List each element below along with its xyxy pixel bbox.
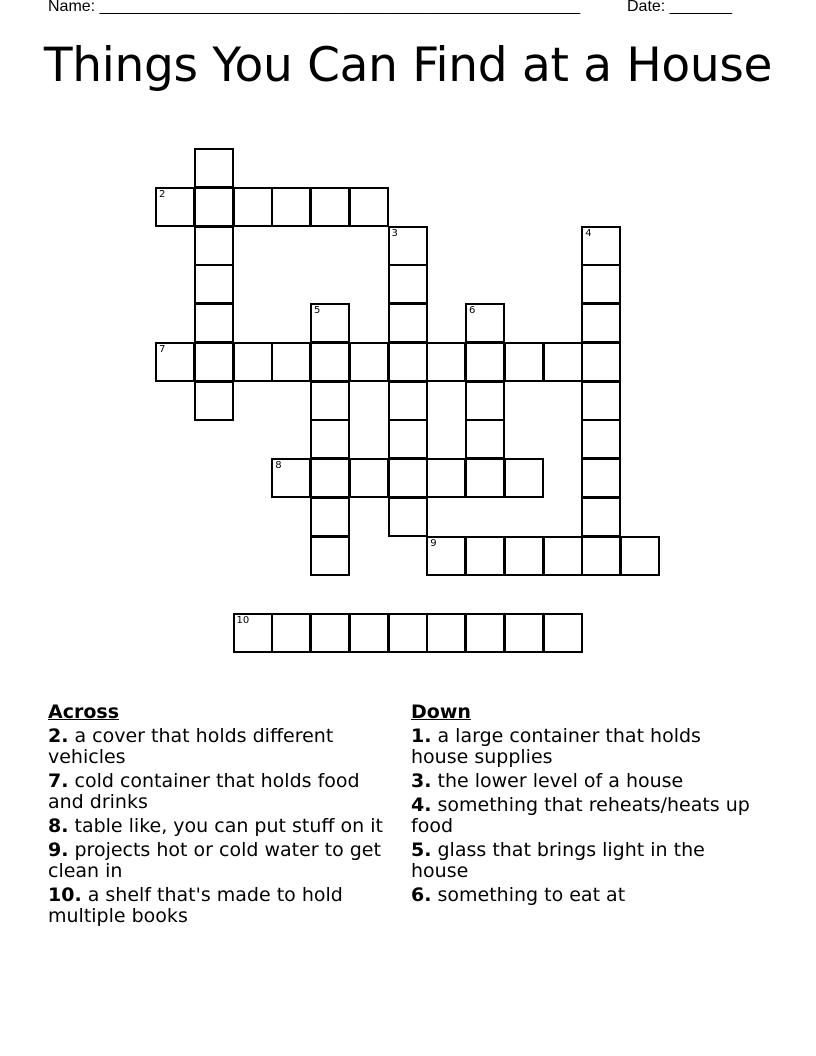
- clue-number: 2.: [48, 725, 69, 747]
- grid-cell[interactable]: [465, 458, 505, 498]
- clue-number: 7.: [48, 770, 69, 792]
- grid-cell[interactable]: [349, 342, 389, 382]
- clue-number: 1.: [411, 725, 432, 747]
- grid-cell[interactable]: [504, 536, 544, 576]
- grid-cell[interactable]: [349, 613, 389, 653]
- clue-number: 4: [585, 227, 592, 239]
- grid-cell[interactable]: [233, 342, 273, 382]
- grid-cell[interactable]: [543, 536, 583, 576]
- down-clues: [411, 702, 756, 909]
- clue-text: table like, you can put stuff on it: [68, 815, 383, 837]
- grid-cell[interactable]: [504, 342, 544, 382]
- grid-cell[interactable]: [310, 497, 350, 537]
- clue-text: glass that brings light in the house: [411, 839, 705, 882]
- puzzle-title: Things You Can Find at a House: [43, 38, 773, 93]
- clue-number: 10.: [48, 884, 82, 906]
- grid-cell[interactable]: [581, 264, 621, 304]
- grid-cell[interactable]: [426, 342, 466, 382]
- down-clue: [411, 771, 756, 792]
- down-clue: [411, 885, 756, 906]
- grid-cell[interactable]: [349, 187, 389, 227]
- grid-cell[interactable]: [194, 342, 234, 382]
- grid-cell[interactable]: [310, 419, 350, 459]
- clue-number: 3.: [411, 770, 432, 792]
- clue-text: a shelf that's made to hold multiple books: [48, 884, 343, 927]
- clue-text: the lower level of a house: [431, 770, 684, 792]
- grid-cell[interactable]: [310, 458, 350, 498]
- clue-number: 2: [159, 188, 166, 200]
- grid-cell[interactable]: [310, 187, 350, 227]
- down-clue: [411, 795, 756, 837]
- across-clue: [48, 840, 393, 882]
- grid-cell[interactable]: [310, 613, 350, 653]
- grid-cell[interactable]: [465, 536, 505, 576]
- across-clues: [48, 702, 393, 930]
- clue-number: 9: [430, 537, 437, 549]
- grid-cell[interactable]: [465, 342, 505, 382]
- grid-cell[interactable]: [620, 536, 660, 576]
- clue-number: 6: [469, 305, 476, 316]
- across-clue: [48, 885, 393, 927]
- grid-cell[interactable]: [155, 342, 195, 382]
- grid-cell[interactable]: [388, 613, 428, 653]
- clue-text: something that reheats/heats up food: [411, 794, 750, 837]
- grid-cell[interactable]: [271, 613, 311, 653]
- grid-cell[interactable]: [388, 497, 428, 537]
- grid-cell[interactable]: [465, 419, 505, 459]
- grid-cell[interactable]: [581, 458, 621, 498]
- grid-cell[interactable]: [581, 536, 621, 576]
- grid-cell[interactable]: [388, 381, 428, 421]
- grid-cell[interactable]: [194, 148, 234, 188]
- grid-cell[interactable]: [465, 303, 505, 343]
- grid-cell[interactable]: [155, 187, 195, 227]
- clue-number: 10: [236, 615, 250, 626]
- grid-cell[interactable]: [194, 381, 234, 421]
- clue-text: something to eat at: [431, 884, 626, 906]
- grid-cell[interactable]: [581, 381, 621, 421]
- down-clue-list: [411, 726, 756, 906]
- grid-cell[interactable]: [426, 536, 466, 576]
- grid-cell[interactable]: [388, 342, 428, 382]
- grid-cell[interactable]: [194, 264, 234, 304]
- grid-cell[interactable]: [504, 458, 544, 498]
- grid-cell[interactable]: [310, 303, 350, 343]
- grid-cell[interactable]: [426, 613, 466, 653]
- grid-cell[interactable]: [349, 458, 389, 498]
- grid-cell[interactable]: [388, 226, 428, 266]
- grid-cell[interactable]: [543, 342, 583, 382]
- grid-cell[interactable]: [233, 187, 273, 227]
- grid-cell[interactable]: [310, 381, 350, 421]
- across-clue: [48, 816, 393, 837]
- grid-cell[interactable]: [310, 342, 350, 382]
- grid-cell[interactable]: [543, 613, 583, 653]
- date-field-label: Date: _______: [627, 0, 732, 15]
- clue-number: 7: [159, 343, 166, 355]
- grid-cell[interactable]: [581, 226, 621, 266]
- clue-text: projects hot or cold water to get clean in: [48, 839, 381, 882]
- across-clue: [48, 726, 393, 768]
- grid-cell[interactable]: [194, 187, 234, 227]
- clue-number: 8.: [48, 815, 69, 837]
- grid-cell[interactable]: [504, 613, 544, 653]
- grid-cell[interactable]: [388, 419, 428, 459]
- clue-text: cold container that holds food and drinks: [48, 770, 360, 813]
- grid-cell[interactable]: [233, 613, 273, 653]
- grid-cell[interactable]: [581, 303, 621, 343]
- grid-cell[interactable]: [465, 613, 505, 653]
- grid-cell[interactable]: [388, 264, 428, 304]
- grid-cell[interactable]: [194, 226, 234, 266]
- clue-text: a cover that holds different vehicles: [48, 725, 334, 768]
- clue-number: 9.: [48, 839, 69, 861]
- clue-number: 3: [391, 227, 398, 239]
- grid-cell[interactable]: [388, 303, 428, 343]
- across-clue-list: [48, 726, 393, 927]
- grid-cell[interactable]: [388, 458, 428, 498]
- grid-cell[interactable]: [194, 303, 234, 343]
- grid-cell[interactable]: [581, 342, 621, 382]
- grid-cell[interactable]: [271, 342, 311, 382]
- clue-number: 8: [275, 460, 282, 471]
- grid-cell[interactable]: [271, 187, 311, 227]
- clue-number: 4.: [411, 794, 432, 816]
- grid-cell[interactable]: [426, 458, 466, 498]
- clue-number: 5.: [411, 839, 432, 861]
- down-heading: Down: [411, 701, 471, 723]
- name-field-label: Name: ______________________________________________________: [48, 0, 581, 15]
- down-clue: [411, 840, 756, 882]
- across-heading: Across: [48, 701, 120, 723]
- grid-cell[interactable]: [581, 497, 621, 537]
- clue-number: 6.: [411, 884, 432, 906]
- clue-number: 5: [314, 305, 321, 316]
- grid-cell[interactable]: [581, 419, 621, 459]
- grid-cell[interactable]: [271, 458, 311, 498]
- grid-cell[interactable]: [310, 536, 350, 576]
- across-clue: [48, 771, 393, 813]
- clue-text: a large container that holds house supplies: [411, 725, 701, 768]
- down-clue: [411, 726, 756, 768]
- grid-cell[interactable]: [465, 381, 505, 421]
